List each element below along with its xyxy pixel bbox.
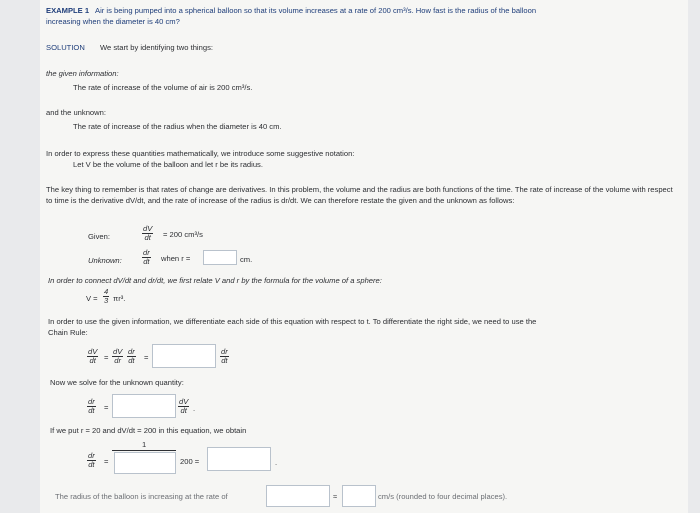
key-paragraph: The key thing to remember is that rates of change are derivatives. In this problem, the volume and the radius are both functions of the time. The rate of increase of the volume with respect to time is the derivative dV/dt, and the rate of increase of the radius is dr/dt. We can therefore restate the given and the unknown as follows: [46,185,673,205]
chain-rule-input[interactable] [152,344,216,368]
fraction-bar [112,450,176,451]
dr-dt-fraction [87,452,96,469]
approx-sign: ≈ [333,492,338,501]
plugin-text: If we put r = 20 and dV/dt = 200 in this equation, we obtain [50,426,247,435]
problem-statement-line1: Air is being pumped into a spherical balloon so that its volume increases at a rate of 200 cm³/s. How fast is the radius of the balloon [95,6,537,15]
four-thirds-fraction [103,288,109,305]
dV-dt-fraction [142,225,153,242]
dr-dt-fraction [87,398,96,415]
problem-page [40,0,688,513]
chain-text-line2: Chain Rule: [48,328,88,337]
given-eq-label: Given: [88,232,110,241]
fraction-numerator: dr [88,451,95,460]
problem-statement-line2: increasing when the diameter is 40 cm? [46,17,180,26]
equals-sign: = [104,403,109,412]
exact-rate-input[interactable] [266,485,330,507]
unknown-heading: and the unknown: [46,108,106,117]
notation-intro: In order to express these quantities mathematically, we introduce some suggestive notation: [46,149,355,158]
notation-definition: Let V be the volume of the balloon and let r be its radius. [73,160,263,169]
volume-rhs: πr³. [113,294,126,303]
denominator-input[interactable] [114,452,176,474]
solve-input[interactable] [112,394,176,418]
given-text: The rate of increase of the volume of air is 200 cm³/s. [73,83,253,92]
fraction-denominator: dr [114,356,122,365]
fraction-denominator: dt [128,356,135,365]
numerator-one: 1 [142,440,147,449]
fraction-numerator: dV [143,224,153,233]
fraction-numerator: dr [221,347,228,356]
fraction-denominator: dt [144,233,151,242]
dV-dt-fraction [87,348,98,365]
rounded-rate-input[interactable] [342,485,376,507]
solve-end-period: . [193,404,196,413]
given-eq-rhs: = 200 cm³/s [163,230,203,239]
fraction-numerator: dr [128,347,135,356]
example-label: EXAMPLE 1 [46,6,90,15]
fraction-denominator: 3 [104,296,109,305]
final-end-period: . [275,458,278,467]
fraction-denominator: dt [88,460,95,469]
unknown-eq-label: Unknown: [88,256,122,265]
fraction-numerator: dV [88,347,98,356]
final-eq-mid: 200 = [180,457,200,466]
fraction-denominator: dt [221,356,228,365]
fraction-numerator: dV [179,397,189,406]
dr-dt-fraction [142,249,151,266]
unknown-eq-unit: cm. [240,255,253,264]
fraction-numerator: dV [113,347,123,356]
solution-label: SOLUTION [46,43,85,52]
equals-sign: = [104,457,109,466]
fraction-denominator: dt [88,406,95,415]
fraction-denominator: dt [143,257,150,266]
dV-dt-fraction [178,398,189,415]
chain-text-line1: In order to use the given information, we differentiate each side of this equation with respect to t. To differentiate the right side, we need to use the [48,317,537,326]
unknown-eq-when: when r = [161,254,191,263]
conclusion-text: The radius of the balloon is increasing at the rate of [55,492,228,501]
final-value-input[interactable] [207,447,271,471]
conclusion-tail: cm/s (rounded to four decimal places). [378,492,508,501]
equals-sign: = [104,353,109,362]
given-heading: the given information: [46,69,119,78]
radius-answer-input[interactable] [203,250,237,265]
unknown-text: The rate of increase of the radius when the diameter is 40 cm. [73,122,282,131]
connect-text: In order to connect dV/dt and dr/dt, we first relate V and r by the formula for the volume of a sphere: [48,276,382,285]
fraction-numerator: 4 [104,287,109,296]
solve-text: Now we solve for the unknown quantity: [50,378,184,387]
fraction-numerator: dr [143,248,150,257]
fraction-denominator: dt [89,356,96,365]
dr-dt-fraction [220,348,229,365]
equals-sign: = [144,353,149,362]
dr-dt-fraction [127,348,136,365]
solution-intro: We start by identifying two things: [100,43,213,52]
volume-lhs: V = [86,294,98,303]
fraction-numerator: dr [88,397,95,406]
dV-dr-fraction [112,348,123,365]
fraction-denominator: dt [180,406,187,415]
